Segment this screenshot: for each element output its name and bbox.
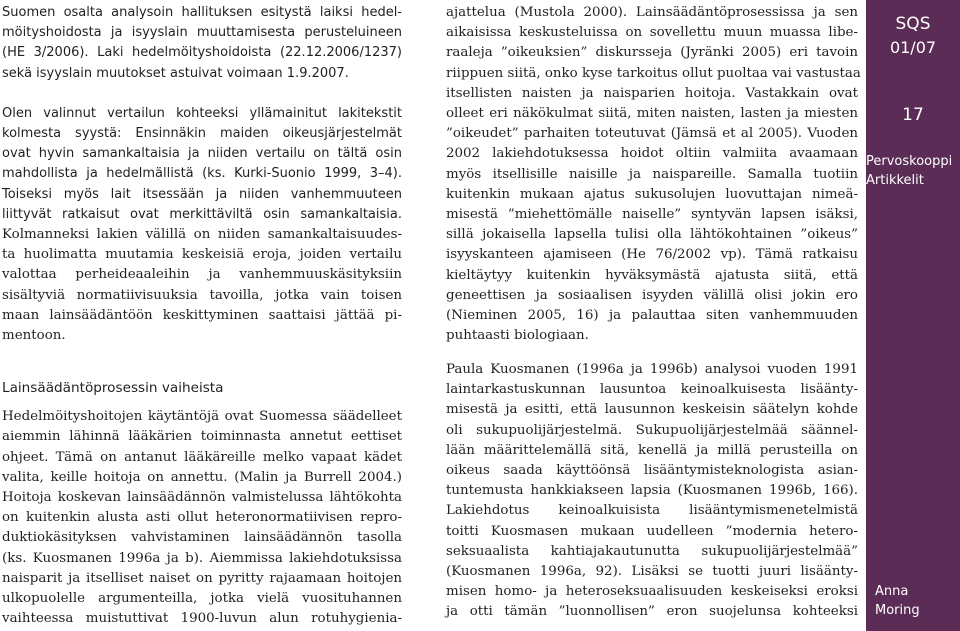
left-column-top <box>2 3 402 346</box>
text-line: (Nieminen 2005, 16) ja palauttaa siten vanhemmuuden <box>446 308 858 324</box>
text-line: Olen valinnut vertailun kohteeksi yllämainitut lakitekstit <box>2 105 402 121</box>
text-line: möityshoidosta ja isyyslain muuttamisesta perusteluineen <box>2 25 402 41</box>
text-line: mentoon. <box>2 328 66 344</box>
text-line: Suomen osalta analysoin hallituksen esitystä laiksi hedel- <box>2 5 402 20</box>
journal-name: SQS <box>895 14 931 34</box>
text-line: naisparit ja itselliset naiset on pyritty rajaamaan hoitojen <box>2 570 402 586</box>
article-type: Artikkelit <box>866 173 924 188</box>
text-line: 2002 lakiehdotuksessa hoidot oltiin valmiita avaamaan <box>446 146 858 162</box>
text-line: kuitenkin mukaan ajatus sukusolujen luovuttajan nimeä- <box>446 186 858 202</box>
text-line: puhtaasti biologiaan. <box>446 328 589 344</box>
page-number: 17 <box>902 105 924 125</box>
text-line: oikeus saada käyttöönsä lisääntymisteknologista asian- <box>446 463 858 479</box>
text-line: kieltäytyy kuitenkin hyväksymästä ajatusta siitä, että <box>446 267 858 283</box>
text-line: liittyvät ratkaisut ovat merkittäviltä osin samankaltaisia. <box>2 206 402 222</box>
text-line: Paula Kuosmanen (1996a ja 1996b) analysoi vuoden 1991 <box>446 362 858 377</box>
text-line: sillä jokaisella lapsella tulisi olla lähtökohtainen ”oikeus” <box>446 227 858 243</box>
text-line: aiemmin lähinnä lääkärien toiminnasta annetut eettiset <box>2 429 402 445</box>
author-name <box>875 582 960 620</box>
right-column-top <box>446 3 861 346</box>
text-line: geneettisen ja sosiaalisen isyyden välillä olisi jokin ero <box>446 287 858 303</box>
text-line: misen homo- ja heteroseksuaalisuuden keskeiseksi eroksi <box>446 584 858 600</box>
text-line: sisältyviä normatiivisuuksia tavoilla, jotka vain toisen <box>2 287 402 303</box>
text-line: toitti Kuosmasen mukaan uudelleen ”modernia hetero- <box>446 523 858 539</box>
text-line: Toiseksi myös lait itsessään ja niiden vanhemmuuteen <box>2 186 402 202</box>
paragraph <box>2 407 402 629</box>
text-line: ja otti tämän ”luonnollisen” eron suojelunsa kohteeksi <box>446 604 858 620</box>
text-line: valottaa perheideaaleihin ja vanhemmuuskäsityksiin <box>2 267 402 283</box>
text-line: raaleja ”oikeuksien” diskursseja (Jyränki 2005) eri tavoin <box>446 45 858 61</box>
text-line: (HE 3/2006). Laki hedelmöityshoidoista (22.12.2006/1237) <box>2 45 402 61</box>
text-line: isyyskanteen ajamiseen (He 76/2002 vp). Tämä ratkaisu <box>446 247 858 263</box>
text-line: mahdollista ja hedelmällistä (ks. Kurki-Suonio 1999, 3–4). <box>2 166 402 182</box>
text-line: Hedelmöityshoitojen käytäntöjä ovat Suomessa säädelleet <box>2 409 402 425</box>
paragraph <box>446 360 858 623</box>
text-line: misestä ja esitti, että lausunnon keskeisin säätelyn kohde <box>446 402 858 418</box>
text-line: ulkopuolelle argumenteilla, jotka vielä vuosituhannen <box>2 591 402 607</box>
right-column-bottom <box>446 360 858 623</box>
text-line: misestä ”miehettömälle naiselle” syntyvän lapsen isäksi, <box>446 207 858 223</box>
text-line: kolmesta syystä: Ensinnäkin maiden oikeusjärjestelmät <box>2 126 402 142</box>
text-line: Lakiehdotus keinoalkuisista lisääntymismenetelmistä <box>446 503 858 519</box>
left-column-bottom <box>2 378 402 629</box>
text-line: tuntemusta hankkiakseen lapsia (Kuosmanen 1996b, 166). <box>446 483 858 499</box>
text-line: valita, keille hoitoja on annettu. (Malin ja Burrell 2004.) <box>2 469 402 485</box>
text-line: ajattelua (Mustola 2000). Lainsäädäntöprosessissa ja sen <box>446 5 858 20</box>
section-name: Pervoskooppi <box>866 154 953 169</box>
text-line: laintarkastuskunnan lausuntoa keinoalkuisesta lisäänty- <box>446 382 858 398</box>
text-line: duktiokäsityksen vahvistaminen lainsäädännön tasolla <box>2 530 402 546</box>
issue-number: 01/07 <box>889 38 937 57</box>
section-heading: Lainsäädäntöprosessin vaiheista <box>2 380 224 396</box>
author-last-name: Moring <box>875 603 920 618</box>
text-line: Hoitoja koskevan lainsäädännön valmistelussa lähtökohta <box>2 490 402 506</box>
text-line: aikaisissa keskusteluissa on sovellettu muun muassa libe- <box>446 25 858 41</box>
text-line: (Kuosmanen 1996a, 92). Lisäksi se tuotti juuri lisäänty- <box>446 564 858 580</box>
text-line: (ks. Kuosmanen 1996a ja b). Aiemmissa lakiehdotuksissa <box>2 550 402 566</box>
text-line: oli sukupuolijärjestelmä. Sukupuolijärjestelmää säännel- <box>446 422 858 438</box>
text-line: seksuaalista kahtiajakautunutta sukupuolijärjestelmää” <box>446 543 858 559</box>
journal-sidebar <box>866 0 960 631</box>
paragraph <box>2 3 402 84</box>
text-line: maan lainsäädäntöön keskittyminen saattaisi jättää pi- <box>2 307 402 323</box>
text-line: Kolmanneksi lakien välillä on niiden samankaltaisuudes- <box>2 227 402 243</box>
text-line: lään määrittelemällä sitä, kenellä ja millä perusteilla on <box>446 442 858 458</box>
paragraph <box>446 3 861 346</box>
text-line: ”oikeudet” parhaiten toteutuvat (Jämsä et al 2005). Vuoden <box>446 126 858 142</box>
paragraph <box>2 104 402 346</box>
text-line: ovat hyvin samankaltaisia ja niiden vertailu on tältä osin <box>2 146 402 162</box>
text-line: olleet eri näkökulmat siitä, miten naisten, lasten ja miesten <box>446 106 858 122</box>
text-line: myös itsellisille naisille ja naispareille. Samalla tuotiin <box>446 166 858 182</box>
text-line: on kuitenkin alusta asti ollut heteronormatiivisen repro- <box>2 510 402 526</box>
author-first-name: Anna <box>875 584 909 599</box>
text-line: sekä isyyslain muutokset astuivat voimaan 1.9.2007. <box>2 65 349 81</box>
text-line: riippuen siitä, onko kyse tarkoitus ollut puoltaa vai vastustaa <box>446 65 861 81</box>
text-line: ohjeet. Tämä on antanut lääkäreille melko vapaat kädet <box>2 449 402 465</box>
text-line: ta huolimatta muutamia keskeisiä eroja, joiden vertailu <box>2 247 402 263</box>
text-line: itsellisten naisten ja naisparien hoitoja. Vastakkain ovat <box>446 85 858 101</box>
text-line: vaihteessa muistuttivat 1900-luvun alun rotuhygienia- <box>2 611 402 627</box>
